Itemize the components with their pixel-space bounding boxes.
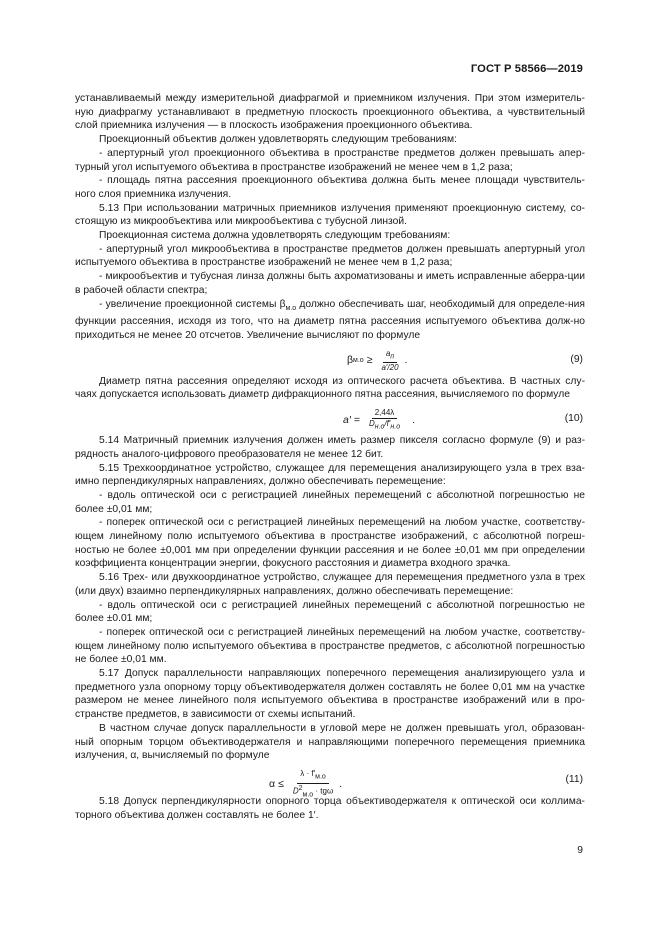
numerator-sub: м.о [315, 773, 326, 781]
standard-header: ГОСТ Р 58566—2019 [470, 63, 583, 75]
numerator-text: a [385, 348, 391, 358]
list-item [75, 298, 585, 343]
paragraph: Проекционная система должна удовлетворять следующим требованиям: [99, 230, 451, 242]
clause-5-16: 5.16 Трех- или двухкоординатное устройство, служащее для перемещения предметного узла в трех (или двух) взаимно перпендикулярных направлениях, должно обеспечивать перемещение: [75, 572, 585, 597]
list-item: - площадь пятна рассеяния проекционного объектива должна быть менее площади чувствитель-ного слоя приемника излучения. [75, 175, 585, 200]
formula-expression [347, 349, 407, 374]
formula-number: (11) [565, 773, 583, 785]
subscript: м.о [285, 304, 297, 312]
clause-5-15: 5.15 Трехкоординатное устройство, служащее для перемещения анализирующего узла в трех вза-имно перпендикулярных направлениях, должно обеспечивать перемещение: [75, 462, 585, 488]
fraction-denominator: a′/20 [381, 363, 399, 373]
denominator-sub: н.о [390, 423, 401, 431]
formula-relation: ≤ [278, 777, 284, 790]
clause-5-13: 5.13 При использовании матричных приемников излучения применяют проекционную систему, со-стоящую из микрообъектива или микрообъектива с тубусной линзой. [75, 202, 585, 228]
fraction-denominator [290, 784, 336, 800]
formula-expression [269, 769, 342, 800]
formula-fraction [290, 769, 336, 800]
denominator-text: D [368, 419, 375, 429]
numerator-sub: п [390, 353, 395, 361]
formula-lhs-sub: м.о [353, 357, 364, 365]
paragraph: В частном случае допуск параллельности в угловой мере не должен превышать угол, образован-ный опорным торцом объективодержателя и направляющими поперечного перемещения приемника излучения, α, вычисляемый по формуле [75, 722, 585, 762]
formula-9 [75, 345, 585, 373]
denominator-text: · tgω [313, 786, 334, 796]
text-fragment: - увеличение проекционной системы β [99, 298, 286, 310]
denominator-sup: 2 [298, 784, 303, 792]
clause-5-14: 5.14 Матричный приемник излучения должен иметь размер пикселя согласно формуле (9) и раз-рядность аналого-цифрового преобразователя не менее 12 бит. [75, 435, 585, 460]
fraction-numerator [297, 769, 329, 784]
formula-number: (10) [564, 413, 583, 425]
list-item: - вдоль оптической оси с регистрацией линейных перемещений с абсолютной погрешностью не более ±0.01 мм; [75, 599, 585, 625]
formula-relation: = [353, 413, 360, 426]
formula-expression [343, 408, 415, 433]
denominator-sub: н.о [374, 423, 385, 431]
clause-5-17: 5.17 Допуск параллельности направляющих поперечного перемещения анализирующего узла и предметного узла опорному торцу объективодержателя должен составлять не более 0,01 мм на участке размером не менее линейного поля испытуемого объектива в пространстве изображений или в про-странстве предметов, в зависимости от схемы испытаний. [75, 668, 585, 721]
formula-10 [75, 404, 585, 432]
text-fragment: должно обеспечивать шаг, необходимый для определе-ния функции рассеяния, исходя из того, что на диаметр пятна рассеяния испытуемого объектива долж-но приходиться не менее 20 отсчетов. Увеличение вычисляют по формуле [75, 298, 586, 341]
numerator-text: λ · f′ [300, 768, 316, 778]
page-number: 9 [577, 845, 583, 856]
list-item: - апертурный угол проекционного объектива в пространстве предметов должен превышать апер-турный угол испытуемого объектива в пространстве изображений не менее чем в 1,2 раза; [75, 147, 585, 173]
list-item: - апертурный угол микрообъектива в пространстве предметов должен превышать апертурный угол испытуемого объектива в пространстве изображений не менее чем в 1,2 раза; [75, 243, 585, 269]
paragraph: устанавливаемый между измерительной диафрагмой и приемником излучения. При этом измеритель-ную диафрагму устанавливают в предметную плоскость проекционного объектива, а чувствительный слой приемника излучения — в плоскость изображения проекционного объектива. [75, 93, 585, 132]
document-body [75, 92, 585, 822]
formula-lhs: β [347, 354, 354, 367]
list-item: - вдоль оптической оси с регистрацией линейных перемещений с абсолютной погрешностью не более ±0,01 мм; [75, 489, 585, 515]
list-item: - микрообъектив и тубусная линза должны быть ахроматизованы и иметь исправленные аберра-ции в рабочей области спектра; [75, 271, 585, 296]
formula-tail: . [412, 413, 416, 426]
denominator-text: /f′ [384, 419, 391, 429]
formula-number: (9) [570, 353, 583, 365]
fraction-denominator [366, 419, 403, 433]
list-item: - поперек оптической оси с регистрацией линейных перемещений на любом участке, соответству-ющем линейному полю испытуемого объектива в пространстве предметов, с абсолютной погрешностью не более ±0,01 мм. [75, 626, 585, 666]
formula-tail: . [339, 777, 343, 790]
denominator-text: D [292, 786, 299, 796]
formula-fraction [378, 349, 401, 374]
formula-relation: ≥ [366, 354, 373, 367]
denominator-sub: м.о [302, 790, 314, 798]
formula-fraction [366, 408, 403, 433]
formula-tail: . [404, 354, 408, 367]
paragraph: Диаметр пятна рассеяния определяют исходя из оптического расчета объектива. В частных слу-чаях допускается использовать диаметр дифракционного пятна рассеяния, вычисляемого по формуле [75, 375, 585, 401]
fraction-numerator [383, 349, 397, 364]
formula-11 [75, 765, 585, 798]
list-item: - поперек оптической оси с регистрацией линейных перемещений на любом участке, соответству-ющем линейному полю испытуемого объектива в пространстве изображений, с абсолютной погреш-ностью не более ±0,001 мм при определении функции рассеяния и не более ±0,01 мм при определении коэффициента концентрации энергии, фокусного расстояния и диаметра входного зрачка. [75, 517, 585, 570]
fraction-numerator: 2,44λ [372, 408, 398, 419]
formula-lhs: a′ [343, 413, 351, 426]
paragraph: Проекционный объектив должен удовлетворять следующим требованиям: [99, 134, 457, 146]
formula-lhs: α [269, 777, 276, 790]
clause-5-18: 5.18 Допуск перпендикулярности опорного торца объективодержателя к оптической оси коллима-торного объектива должен составлять не более 1′. [75, 795, 585, 821]
